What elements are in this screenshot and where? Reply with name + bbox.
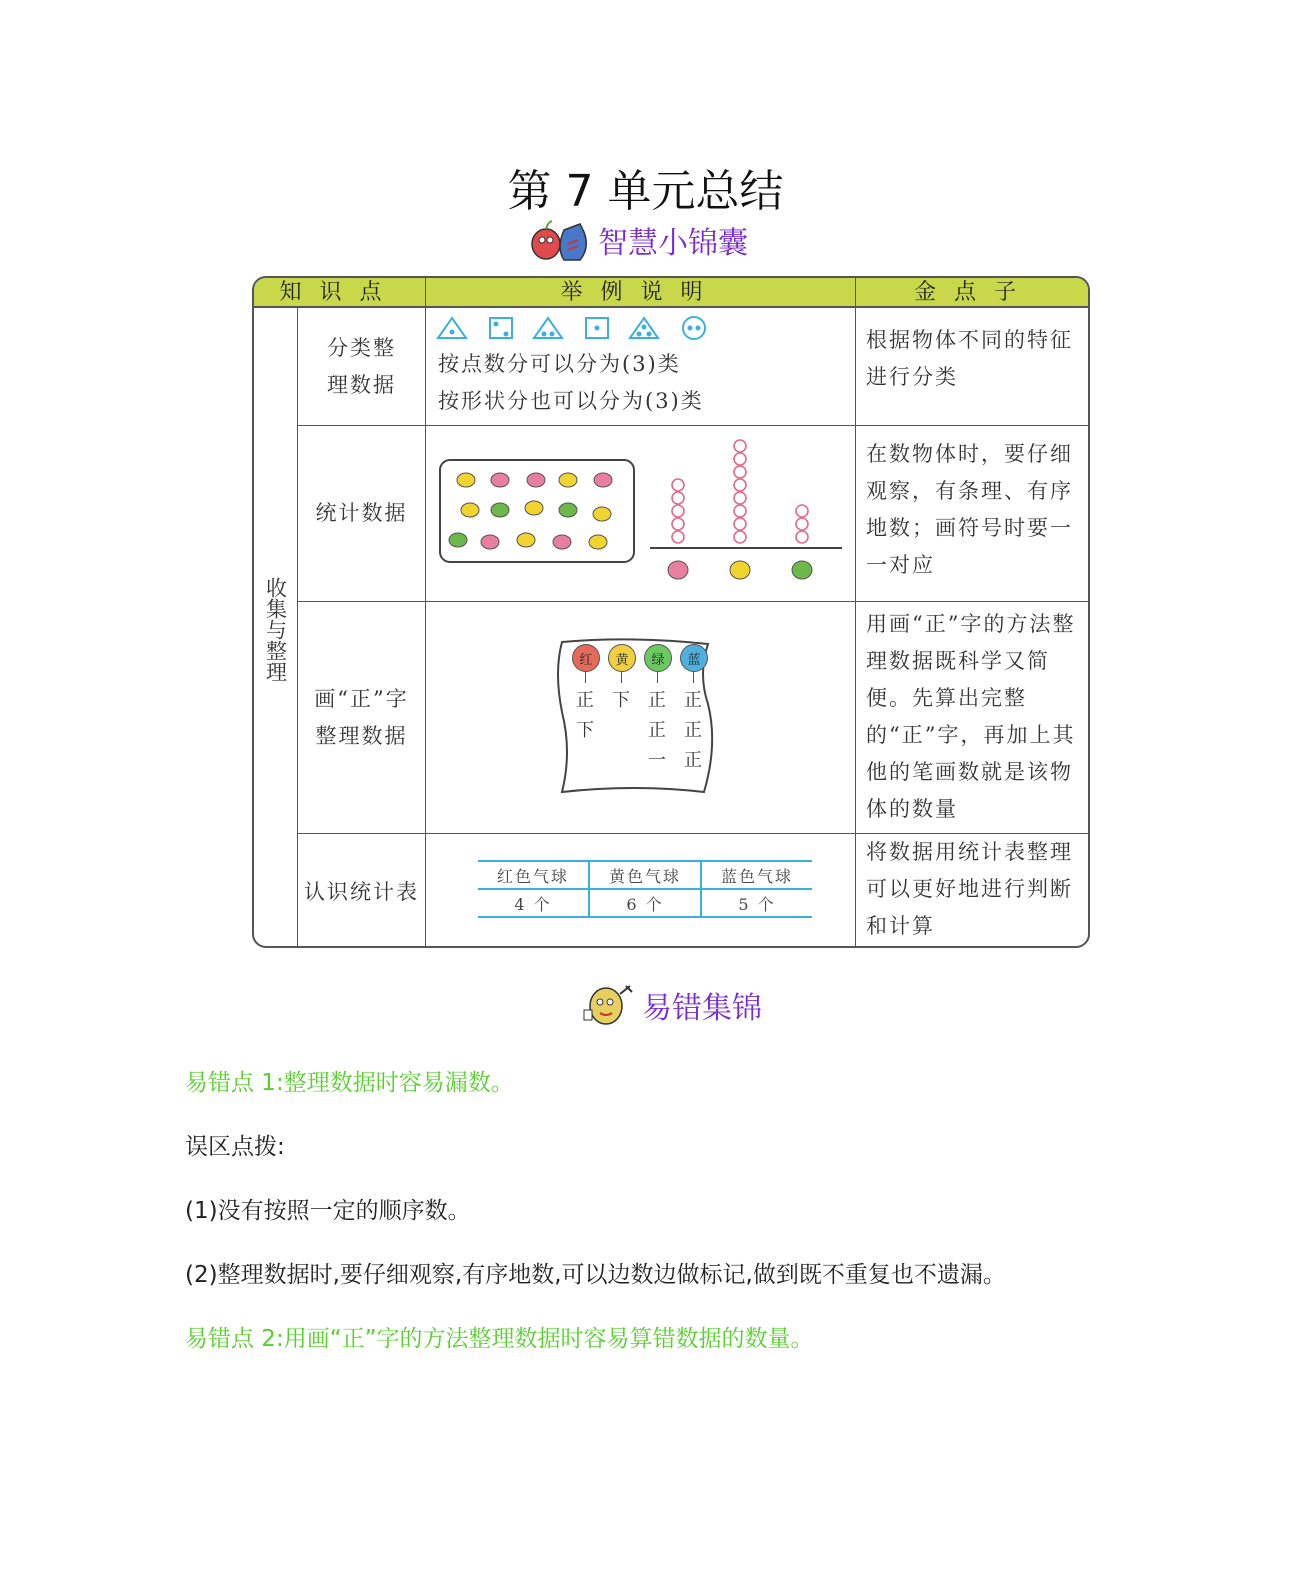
row4-topic: 认识统计表 <box>304 879 419 904</box>
row1-tip: 根据物体不同的特征进行分类 <box>866 328 1073 389</box>
pictograph-chart <box>646 430 846 598</box>
section-title-errors: 易错集锦 <box>642 991 762 1026</box>
section-heading-errors <box>580 980 762 1030</box>
section-title-tips: 智慧小锦囊 <box>598 226 748 261</box>
pictograph-circle <box>734 531 746 543</box>
tally-mark: 正 <box>576 690 594 711</box>
stat-header-yellow: 黄色气球 <box>589 861 701 889</box>
row4-tip: 将数据用统计表整理可以更好地进行判断和计算 <box>866 840 1073 938</box>
error-point-2: 易错点 2:用画“正”字的方法整理数据时容易算错数据的数量。 <box>185 1326 814 1352</box>
tally-mark: 一 <box>648 750 666 771</box>
pictograph-circle <box>734 479 746 491</box>
balloon-string <box>585 671 586 683</box>
row4-topic-cell <box>298 834 426 948</box>
pictograph-circle <box>734 466 746 478</box>
row2-tip-cell <box>856 426 1090 602</box>
animal-group-picture <box>438 458 636 564</box>
row2-tip: 在数物体时，要仔细观察，有条理、有序地数；画符号时要一一对应 <box>866 442 1073 577</box>
pictograph-circle <box>734 453 746 465</box>
tally-mark: 正 <box>648 690 666 711</box>
row4-example-cell <box>426 834 856 948</box>
row3-tip-cell <box>856 602 1090 834</box>
pictograph-circle <box>796 505 808 517</box>
tally-mark: 正 <box>684 750 702 771</box>
balloon-2: 黄 <box>608 644 636 672</box>
knowledge-table <box>252 276 1090 948</box>
stat-value-blue: 5 个 <box>701 889 812 917</box>
pictograph-circle <box>734 505 746 517</box>
section-heading-tips <box>530 218 748 262</box>
pictograph-circle <box>734 518 746 530</box>
group-label: 收集与整理 <box>263 576 288 682</box>
row1-example-line2: 按形状分也可以分为(3)类 <box>438 389 704 413</box>
pictograph-animal <box>792 561 812 579</box>
balloon-1: 红 <box>572 644 600 672</box>
pictograph-circle <box>672 479 684 491</box>
tally-mark: 正 <box>684 720 702 741</box>
tip-2: (2)整理数据时,要仔细观察,有序地数,可以边数边做标记,做到既不重复也不遗漏。 <box>185 1262 1006 1288</box>
page-title: 第 7 单元总结 <box>507 166 784 217</box>
pictograph-animal <box>668 561 688 579</box>
error-point-1: 易错点 1:整理数据时容易漏数。 <box>185 1070 514 1096</box>
tally-mark: 下 <box>576 720 594 741</box>
row3-tip: 用画“正”字的方法整理数据既科学又简便。先算出完整的“正”字，再加上其他的笔画数就是该物体的数量 <box>866 612 1076 821</box>
tally-mark: 下 <box>612 690 630 711</box>
stat-header-red: 红色气球 <box>478 861 589 889</box>
pictograph-circle <box>796 518 808 530</box>
row2-topic-cell <box>298 426 426 602</box>
balloon-4: 蓝 <box>680 644 708 672</box>
pictograph-circle <box>734 492 746 504</box>
balloon-stat-table <box>478 860 812 918</box>
balloon-tally-area <box>572 644 712 804</box>
header-knowledge-point: 知识点 <box>254 278 426 308</box>
pictograph-circle <box>672 518 684 530</box>
mascot-apple-icon <box>530 218 592 262</box>
row3-example-cell <box>426 602 856 834</box>
pictograph-circle <box>672 492 684 504</box>
pictograph-circle <box>672 505 684 517</box>
row1-topic-cell <box>298 308 426 426</box>
row3-topic-cell <box>298 602 426 834</box>
balloon-string <box>621 671 622 683</box>
tally-mark: 正 <box>684 690 702 711</box>
tally-mark: 正 <box>648 720 666 741</box>
pictograph-circle <box>734 440 746 452</box>
mascot-pear-icon <box>580 980 636 1030</box>
row3-topic: 画“正”字整理数据 <box>314 686 409 748</box>
row1-example-cell <box>426 308 856 426</box>
shape-row-icon <box>434 314 734 342</box>
balloon-string <box>657 671 658 683</box>
pictograph-circle <box>796 531 808 543</box>
stat-header-blue: 蓝色气球 <box>701 861 812 889</box>
header-tip: 金点子 <box>856 278 1090 308</box>
pictograph-animal <box>730 561 750 579</box>
row1-tip-cell <box>856 308 1090 426</box>
group-label-cell <box>254 308 298 948</box>
header-example: 举例说明 <box>426 278 856 308</box>
tips-label: 误区点拨: <box>185 1134 285 1160</box>
row1-example-line1: 按点数分可以分为(3)类 <box>438 352 681 376</box>
row1-topic: 分类整理数据 <box>327 335 396 397</box>
pictograph-circle <box>672 531 684 543</box>
row2-topic: 统计数据 <box>315 501 408 525</box>
stat-value-yellow: 6 个 <box>589 889 701 917</box>
row4-tip-cell <box>856 834 1090 948</box>
balloon-string <box>693 671 694 683</box>
stat-value-red: 4 个 <box>478 889 589 917</box>
balloon-3: 绿 <box>644 644 672 672</box>
row2-example-cell <box>426 426 856 602</box>
tip-1: (1)没有按照一定的顺序数。 <box>185 1198 471 1224</box>
